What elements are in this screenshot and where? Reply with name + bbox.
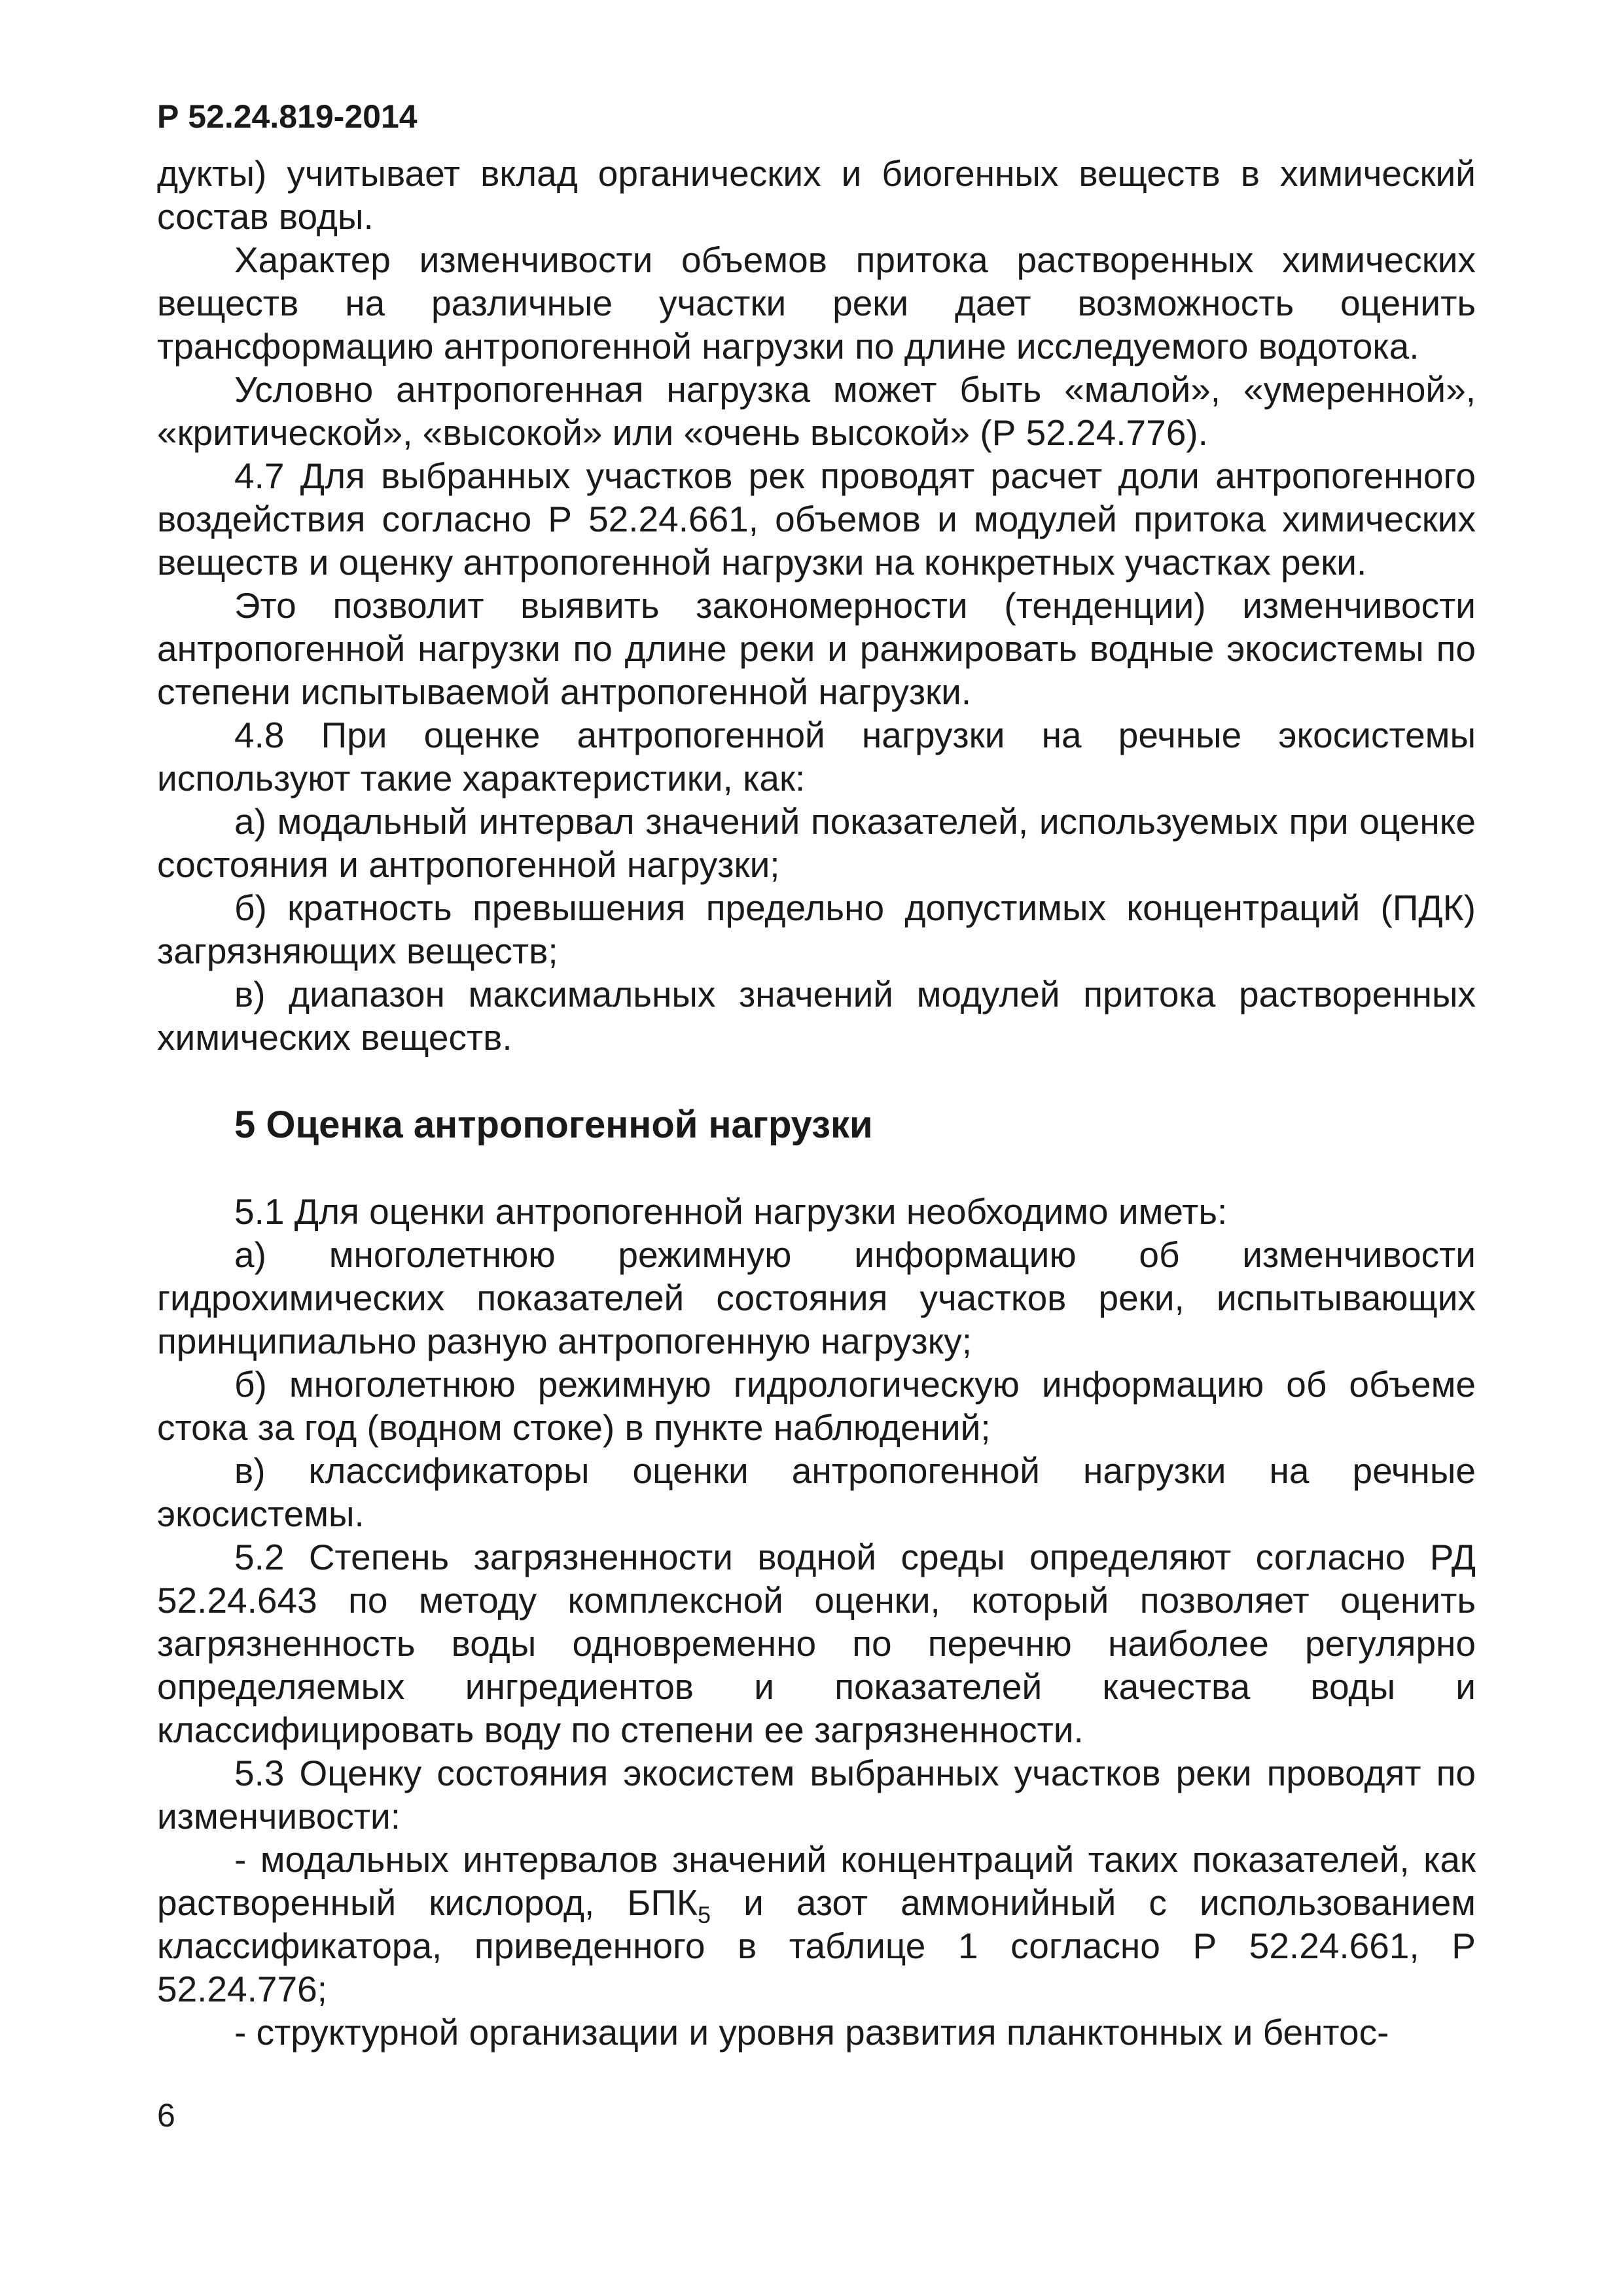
- paragraph-4-8: 4.8 При оценке антропогенной нагрузки на речные экосистемы используют такие характеристики, как:: [157, 715, 1476, 798]
- list-item-dash: - структурной организации и уровня развития планктонных и бентос-: [234, 2012, 1389, 2053]
- list-item-dash: [157, 1838, 1476, 2011]
- list-item-a: а) модальный интервал значений показателей, используемых при оценке состояния и антропогенной нагрузки;: [157, 801, 1476, 885]
- text-segment: и азот аммонийный с использованием классификатора, приведенного в таблице 1 согласно Р 52.24.661, Р 52.24.776;: [157, 1882, 1476, 2009]
- paragraph: Условно антропогенная нагрузка может быть «малой», «умеренной», «критической», «высокой» или «очень высокой» (Р 52.24.776).: [157, 369, 1476, 453]
- page-number: 6: [157, 2097, 175, 2134]
- paragraph-5-2: 5.2 Степень загрязненности водной среды определяют согласно РД 52.24.643 по методу комплексной оценки, который позволяет оценить загрязненность воды одновременно по перечню наиболее регулярно определяемых ингредиентов и показателей качества воды и классифицировать воду по степени ее загрязненности.: [157, 1537, 1476, 1750]
- list-item-b: б) многолетнюю режимную гидрологическую информацию об объеме стока за год (водном стоке) в пункте наблюдений;: [157, 1364, 1476, 1448]
- list-item-v: в) диапазон максимальных значений модулей притока растворенных химических веществ.: [157, 974, 1476, 1058]
- section-heading: 5 Оценка антропогенной нагрузки: [234, 1103, 873, 1146]
- paragraph: Это позволит выявить закономерности (тенденции) изменчивости антропогенной нагрузки по длине реки и ранжировать водные экосистемы по степени испытываемой антропогенной нагрузки.: [157, 585, 1476, 712]
- paragraph-5-1: 5.1 Для оценки антропогенной нагрузки необходимо иметь:: [234, 1191, 1228, 1232]
- paragraph-continuation: дукты) учитывает вклад органических и биогенных веществ в химический состав воды.: [157, 153, 1476, 237]
- subscript: 5: [697, 1901, 711, 1928]
- list-item-v: в) классификаторы оценки антропогенной нагрузки на речные экосистемы.: [157, 1450, 1476, 1534]
- paragraph-5-3: 5.3 Оценку состояния экосистем выбранных участков реки проводят по изменчивости:: [157, 1753, 1476, 1837]
- text-segment: - модальных интервалов значений концентраций таких показателей, как растворенный кислород, БПК: [157, 1839, 1476, 1923]
- document-code: Р 52.24.819-2014: [157, 98, 418, 135]
- document-body: [157, 152, 1476, 2054]
- list-item-a: а) многолетнюю режимную информацию об изменчивости гидрохимических показателей состояния участков реки, испытывающих принципиально разную антропогенную нагрузку;: [157, 1234, 1476, 1361]
- paragraph-4-7: 4.7 Для выбранных участков рек проводят расчет доли антропогенного воздействия согласно Р 52.24.661, объемов и модулей притока химических веществ и оценку антропогенной нагрузки на конкретных участках реки.: [157, 456, 1476, 583]
- paragraph: Характер изменчивости объемов притока растворенных химических веществ на различные участки реки дает возможность оценить трансформацию антропогенной нагрузки по длине исследуемого водотока.: [157, 240, 1476, 367]
- list-item-b: б) кратность превышения предельно допустимых концентраций (ПДК) загрязняющих веществ;: [157, 888, 1476, 971]
